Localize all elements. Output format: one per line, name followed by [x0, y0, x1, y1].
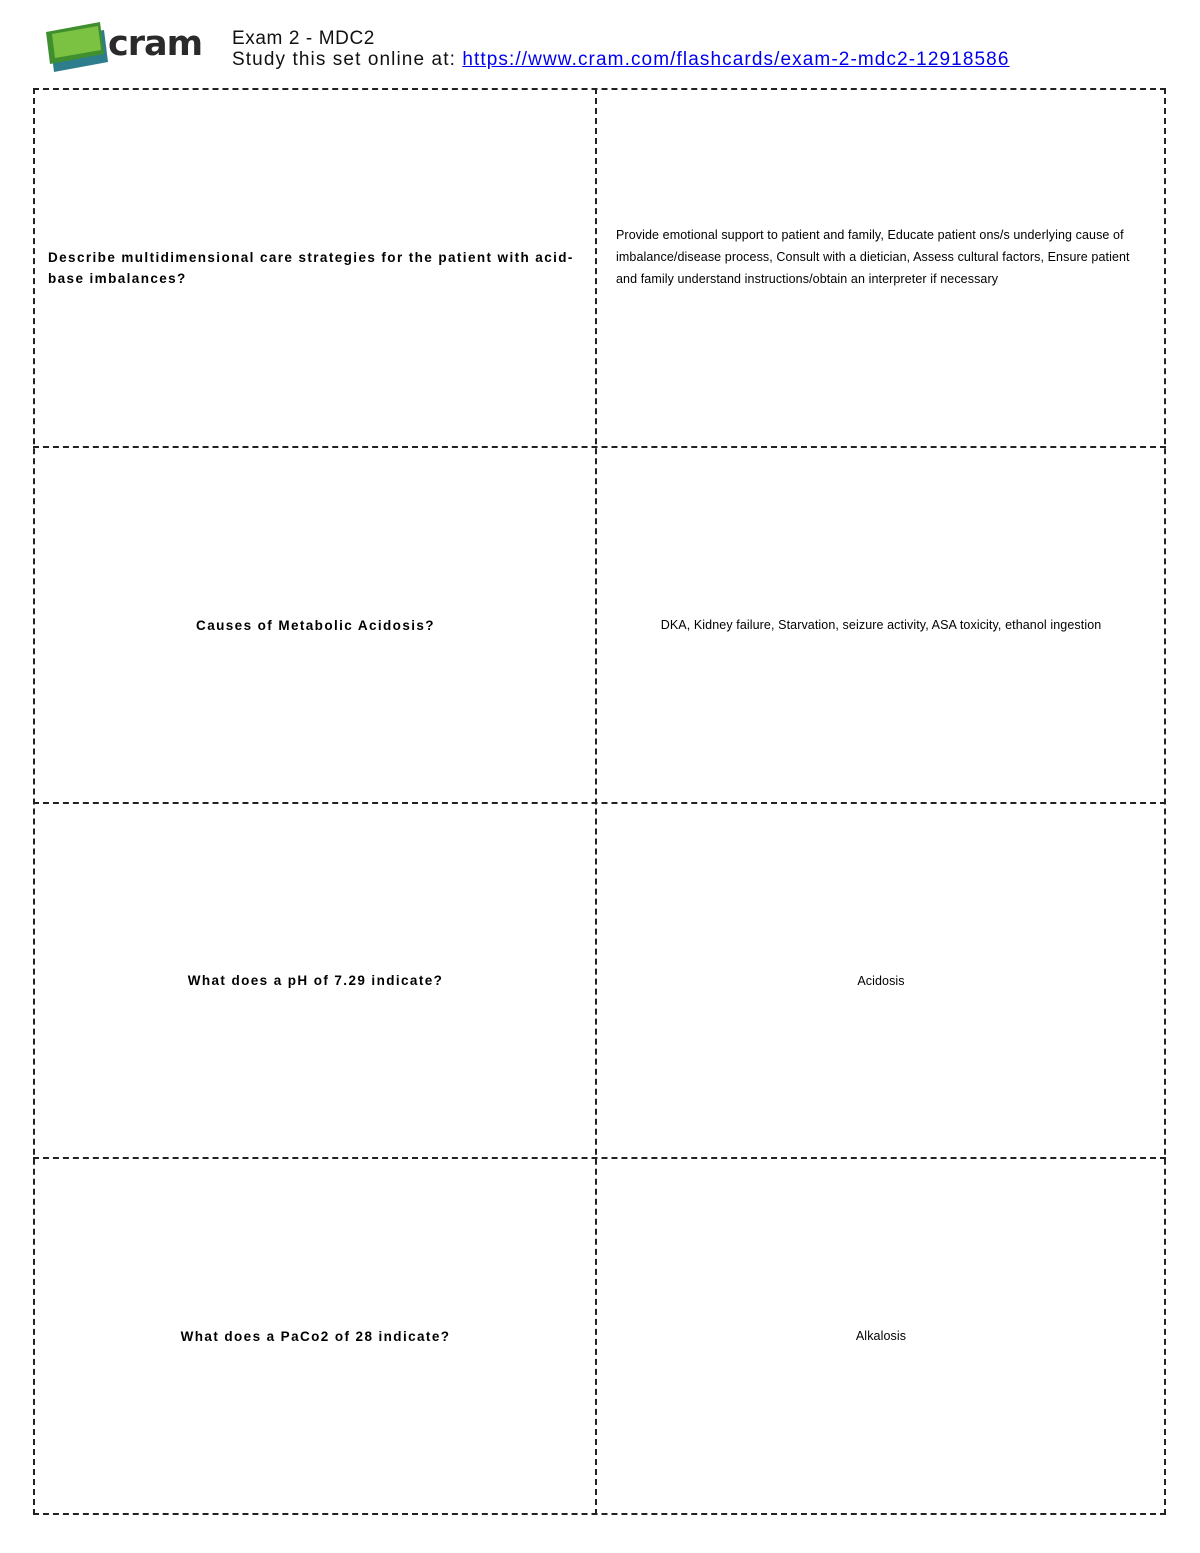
- card-answer: [598, 448, 1164, 802]
- card-answer: [616, 90, 1148, 446]
- page-header: [44, 18, 1164, 78]
- question-text: Describe multidimensional care strategies for the patient with acid-base imbalances?: [48, 250, 574, 286]
- card-answer: [598, 1159, 1164, 1513]
- study-link[interactable]: https://www.cram.com/flashcards/exam-2-mdc2-12918586: [462, 49, 1010, 70]
- card-question: [36, 804, 595, 1157]
- study-prefix: Study this set online at:: [232, 49, 463, 70]
- card-question: [36, 448, 595, 802]
- question-text: What does a pH of 7.29 indicate?: [187, 973, 444, 988]
- cram-logo-icon: [44, 18, 114, 78]
- question-text: Causes of Metabolic Acidosis?: [196, 617, 435, 633]
- study-line: [232, 49, 1010, 71]
- answer-text: Alkalosis: [855, 1329, 907, 1343]
- answer-text: Provide emotional support to patient and family, Educate patient ons/s underlying cause of imbalance/disease process, Consult with a dietician, Assess cultural factors, Ensure patient and family understand instructions/obtain an interpreter if necessary: [616, 228, 1130, 286]
- cram-logo[interactable]: [44, 18, 214, 78]
- answer-text: Acidosis: [857, 973, 905, 988]
- logo-text: cram: [108, 24, 203, 64]
- card-question: [36, 1159, 595, 1513]
- answer-text: DKA, Kidney failure, Starvation, seizure activity, ASA toxicity, ethanol ingestion: [660, 618, 1102, 632]
- card-question: [48, 90, 588, 446]
- set-title: Exam 2 - MDC2: [232, 28, 375, 49]
- question-text: What does a PaCo2 of 28 indicate?: [180, 1328, 451, 1344]
- card-answer: [598, 804, 1164, 1157]
